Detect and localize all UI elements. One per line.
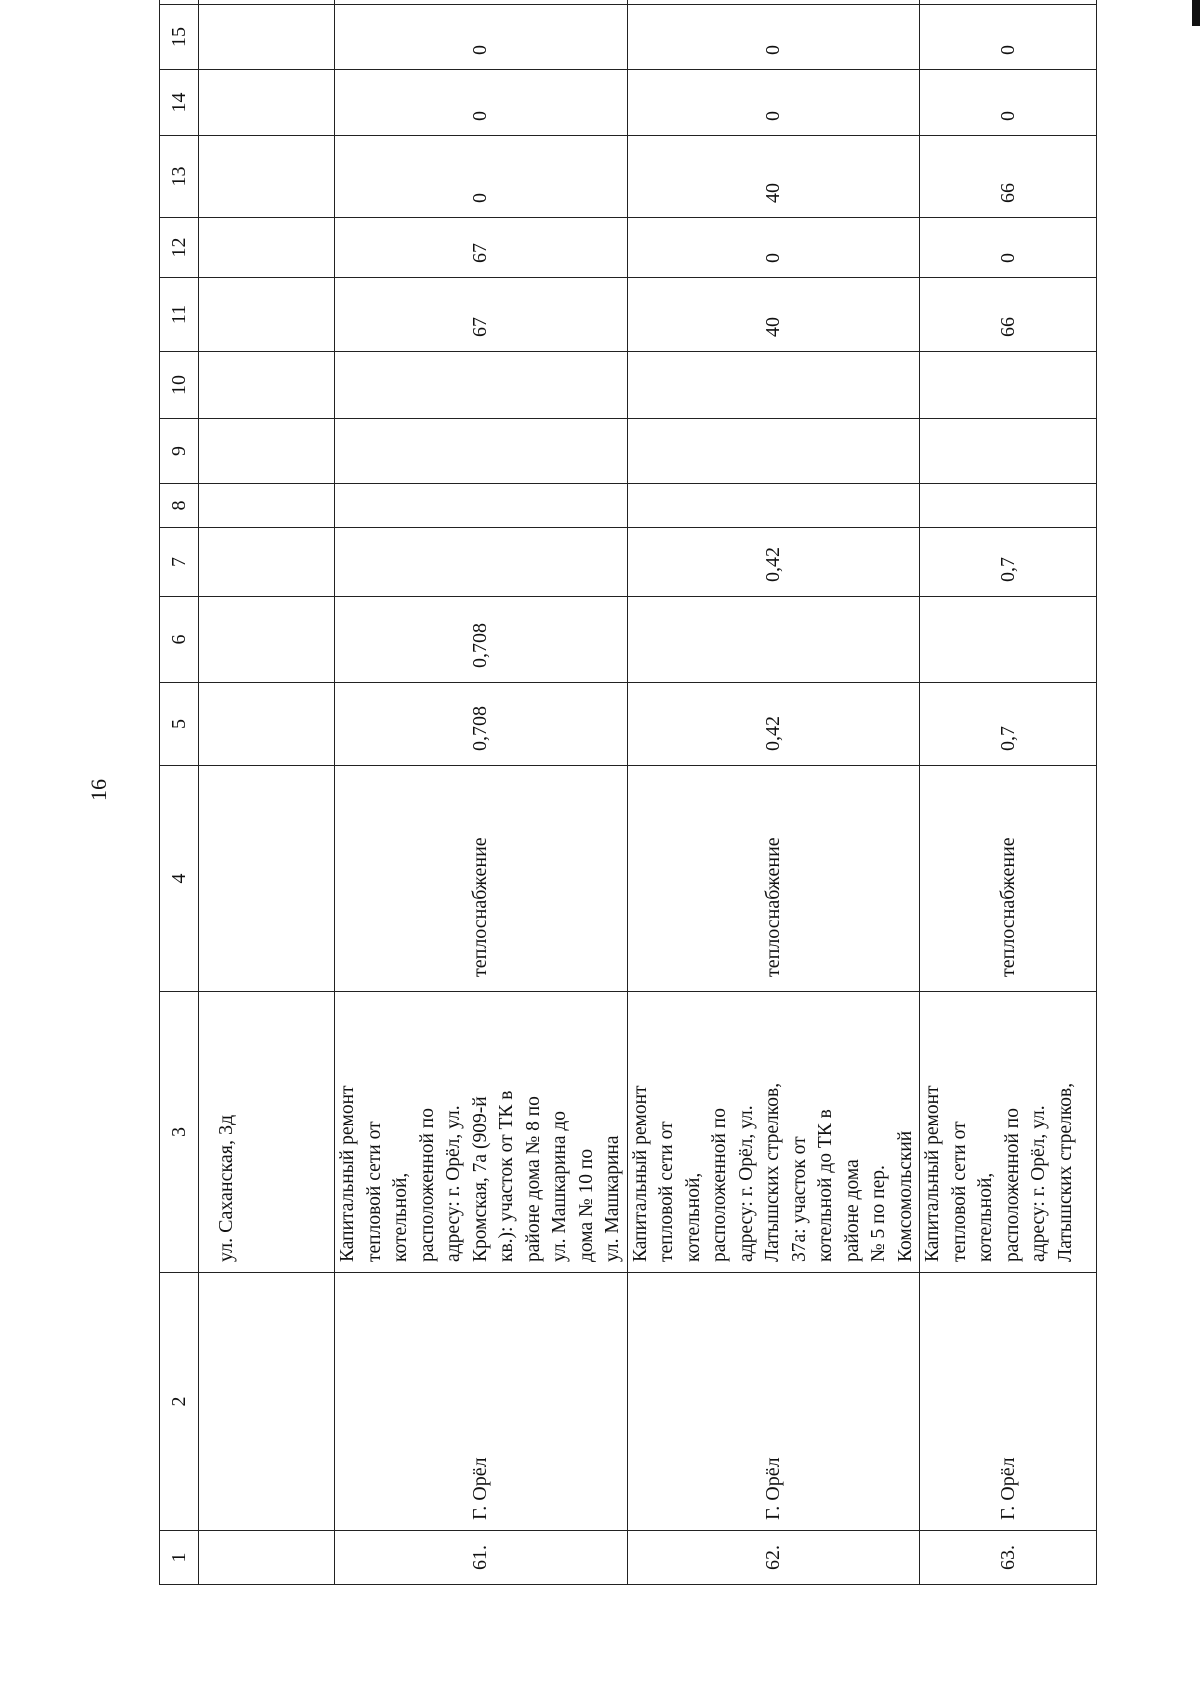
value-cell: 67 [335,278,628,352]
value-cell: 0 [335,70,628,136]
column-header: 8 [160,484,199,528]
description-cell: Капитальный ремонт тепловой сети от котельной, расположенной по адресу: г. Орёл, ул. Кромская, 7а (909-й кв.): участок от ТК в районе дома № 8 по ул. Машкарина до дома № 10 по ул. Машкарина [335,992,628,1273]
value-cell: 67 [335,218,628,278]
city-cell: Г. Орёл [627,1273,920,1531]
column-header: 4 [160,766,199,992]
value-cell [920,0,1097,5]
value-cell [199,683,335,766]
value-cell: 0 [335,136,628,218]
value-cell [199,484,335,528]
value-cell: 0,708 [335,597,628,683]
type-cell: теплоснабжение [920,766,1097,992]
value-cell [199,419,335,484]
value-cell [199,352,335,419]
type-cell: теплоснабжение [335,766,628,992]
value-cell [199,218,335,278]
value-cell: 0 [627,218,920,278]
column-header: 7 [160,528,199,597]
value-cell: 0,42 [627,528,920,597]
value-cell: 0 [335,5,628,70]
column-header: 2 [160,1273,199,1531]
type-cell [199,766,335,992]
column-header: 11 [160,278,199,352]
row-number-cell [199,1531,335,1585]
value-cell: 66 [920,278,1097,352]
value-cell [627,419,920,484]
value-cell [920,352,1097,419]
value-cell [627,0,920,5]
value-cell [199,528,335,597]
column-header: 6 [160,597,199,683]
work-plan-table [159,0,1097,1585]
value-cell [627,597,920,683]
value-cell: 0,7 [920,528,1097,597]
value-cell: 40 [627,278,920,352]
column-header: 15 [160,5,199,70]
value-cell: 0 [627,5,920,70]
value-cell [920,484,1097,528]
value-cell: 0,42 [627,683,920,766]
column-header: 1 [160,1531,199,1585]
value-cell [335,484,628,528]
value-cell [199,0,335,5]
column-header: 12 [160,218,199,278]
value-cell [335,419,628,484]
value-cell [335,528,628,597]
value-cell [199,5,335,70]
type-cell: теплоснабжение [627,766,920,992]
value-cell: 0 [627,70,920,136]
row-number: 61. [335,1531,628,1585]
description-cell: Капитальный ремонт тепловой сети от котельной, расположенной по адресу: г. Орёл, ул. Латышских стрелков, 37а: участок от котельной до ТК в районе дома № 5 по пер. Комсомольский [627,992,920,1273]
value-cell [199,136,335,218]
description-cell: Капитальный ремонт тепловой сети от котельной, расположенной по адресу: г. Орёл, ул. Латышских стрелков, [920,992,1097,1273]
page-number: 16 [86,779,111,801]
continuation-row [199,0,335,1585]
city-cell: Г. Орёл [920,1273,1097,1531]
value-cell: 0,7 [920,683,1097,766]
value-cell: 0 [920,5,1097,70]
value-cell: 0 [920,218,1097,278]
value-cell: 40 [627,136,920,218]
value-cell: 66 [920,136,1097,218]
table-row [627,0,920,1585]
column-header: 3 [160,992,199,1273]
header-row [160,0,199,1585]
column-header: 9 [160,419,199,484]
value-cell [920,419,1097,484]
column-header: 10 [160,352,199,419]
value-cell: 0,708 [335,683,628,766]
column-header: 13 [160,136,199,218]
rotated-table-frame [159,27,1083,1585]
table-row [920,0,1097,1585]
value-cell [627,484,920,528]
value-cell [335,0,628,5]
row-number: 63. [920,1531,1097,1585]
scan-edge-mark [1192,0,1200,26]
value-cell [199,597,335,683]
value-cell: 0 [920,70,1097,136]
value-cell [199,70,335,136]
city-cell [199,1273,335,1531]
value-cell [199,278,335,352]
column-header [160,0,199,5]
value-cell [920,597,1097,683]
row-number: 62. [627,1531,920,1585]
column-header: 5 [160,683,199,766]
address-continuation-cell: ул. Саханская, 3д [199,992,335,1273]
column-header: 14 [160,70,199,136]
table-viewport [159,27,1083,1585]
value-cell [627,352,920,419]
city-cell: Г. Орёл [335,1273,628,1531]
value-cell [335,352,628,419]
table-row [335,0,628,1585]
